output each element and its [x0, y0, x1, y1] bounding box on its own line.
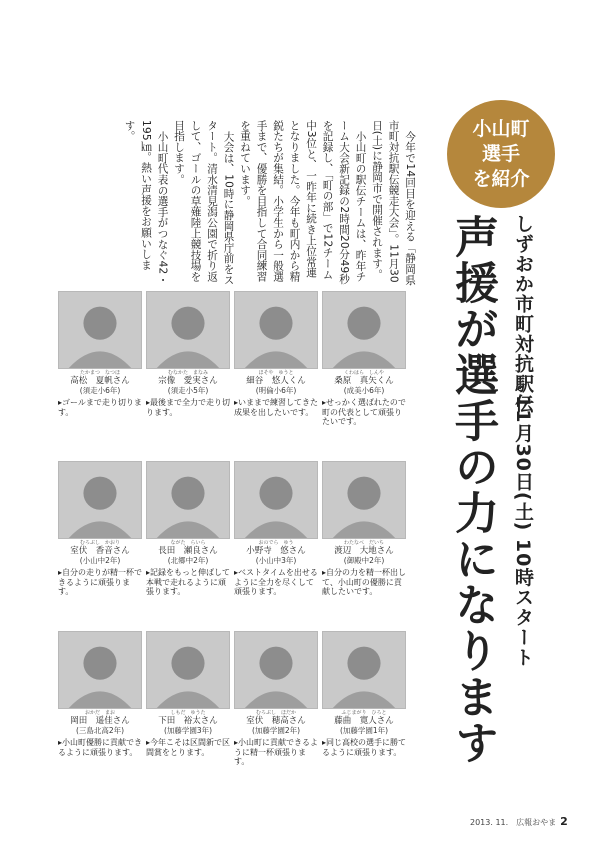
page-title: 声援が選手の力になります [447, 214, 498, 766]
runner-photo [146, 631, 230, 709]
runner-comment: ▸小山町に貢献できるように精一杯頑張ります。 [234, 738, 319, 766]
runner-card [146, 631, 230, 757]
name-ruby: くわはら しんや [343, 370, 384, 376]
runner-comment: ▸ベストタイムを出せるように全力を尽くして頑張ります。 [234, 568, 318, 596]
runner-name: 下田 裕太さん [158, 716, 218, 726]
runner-card [146, 291, 230, 417]
runner-comment: ▸いままで練習してきた成果を出したいです。 [234, 398, 319, 417]
page-footer [470, 815, 568, 828]
runner-comment: ▸今年こそは区間新で区間賞をとります。 [146, 738, 231, 757]
runner-photo [234, 631, 318, 709]
runner-card [234, 291, 318, 417]
runner-photo [146, 291, 230, 369]
runner-name: 宗像 愛実さん [158, 376, 218, 386]
runner-school: (三島北高2年) [75, 726, 125, 735]
runner-card [58, 291, 142, 417]
runner-comment: ▸ゴールまで走り切ります。 [58, 398, 142, 417]
runner-card [58, 461, 142, 597]
runner-name: 室伏 香音さん [70, 546, 130, 556]
runner-name: 岡田 遥佳さん [70, 716, 130, 726]
runner-school: (御殿中2年) [343, 556, 385, 565]
runner-school: (須走小5年) [167, 386, 209, 395]
badge-line-2: 選手 [481, 142, 520, 165]
intro-paragraph: 小山町代表の選手がつなぐ42・195㎞。熱い声援をお願いします。 [123, 120, 169, 285]
runner-school: (加藤学園3年) [163, 726, 213, 735]
intro-paragraph: 今年で14回目を迎える「静岡県市町対抗駅伝競走大会」。11月30日(土)に静岡市で開催されます。 [371, 120, 416, 285]
runner-photo [58, 291, 142, 369]
name-ruby: ほそや ゆうと [258, 370, 294, 376]
runner-comment: ▸記録をもっと伸ばして本戦で走れるように頑張ります。 [146, 568, 231, 596]
runner-comment: ▸自分の走りが精一杯できるように頑張ります。 [58, 568, 143, 596]
runner-card [234, 631, 318, 767]
name-ruby: むろぶし かおり [79, 540, 120, 546]
name-ruby: おかだ まお [84, 710, 115, 716]
runner-school: (加藤学園2年) [251, 726, 301, 735]
runner-photo [58, 631, 142, 709]
runner-card [234, 461, 318, 597]
runner-photo [58, 461, 142, 539]
runner-name: 高松 夏帆さん [70, 376, 130, 386]
runner-name: 室伏 穂高さん [246, 716, 306, 726]
runner-card [322, 631, 406, 757]
issue-label: 2013. 11. 広報おやま [470, 818, 557, 827]
name-ruby: むろぶし ほだか [255, 710, 296, 716]
name-ruby: たかまつ なつほ [79, 370, 120, 376]
intro-paragraph: 小山町の駅伝チームは、昨年チーム大会新記録の2時間20分49秒を記録し、「町の部」で12チーム中3位と、一昨年に続き上位常連となりました。今年も町内から精鋭たちが集結。小学生から一般選手まで、優勝を目指して合同練習を重ねています。 [239, 120, 367, 285]
runner-photo [322, 631, 406, 709]
runner-card [146, 461, 230, 597]
runner-school: (成美小6年) [343, 386, 385, 395]
runner-name: 藤曲 寛人さん [334, 716, 394, 726]
runner-school: (加藤学園1年) [339, 726, 389, 735]
runner-comment: ▸小山町優勝に貢献できるように頑張ります。 [58, 738, 143, 757]
runner-photo [146, 461, 230, 539]
name-ruby: ながた らいら [170, 540, 206, 546]
runner-comment: ▸せっかく選ばれたので町の代表として頑張りたいです。 [322, 398, 406, 426]
runner-card [322, 461, 406, 597]
runner-school: (北郷中2年) [167, 556, 209, 565]
runner-school: (小山中2年) [79, 556, 121, 565]
runner-photo [322, 291, 406, 369]
runner-school: (須走小6年) [79, 386, 121, 395]
name-ruby: おのでら ゆう [258, 540, 294, 546]
section-badge [447, 100, 555, 208]
name-ruby: むなかた まなみ [167, 370, 208, 376]
runner-comment: ▸同じ高校の選手に勝てるように頑張ります。 [322, 738, 407, 757]
runner-name: 細谷 悠人くん [246, 376, 306, 386]
runner-comment: ▸最後まで全力で走り切ります。 [146, 398, 231, 417]
event-subtitle: しずおか市町対抗駅伝 [512, 214, 534, 414]
runner-name: 渡辺 大地さん [334, 546, 394, 556]
runner-comment: ▸自分の力を精一杯出して、小山町の優勝に貢献したいです。 [322, 568, 407, 596]
badge-line-1: 小山町 [472, 117, 530, 140]
runner-photo [322, 461, 406, 539]
event-date: 11月30日(土) 10時スタート [512, 395, 534, 668]
runner-school: (明倫小6年) [255, 386, 297, 395]
runner-name: 小野寺 悠さん [246, 546, 306, 556]
runner-photo [234, 461, 318, 539]
runner-name: 桑原 真矢くん [334, 376, 394, 386]
name-ruby: しもだ ゆうた [170, 710, 206, 716]
runner-card [58, 631, 142, 757]
runner-card [322, 291, 406, 427]
intro-paragraph: 大会は、10時に静岡県庁前をスタート。清水清見潟公園で折り返して、ゴールの草薙陸上競技場を目指します。 [173, 120, 235, 285]
page-number: 2 [560, 815, 568, 828]
name-ruby: ふじまがり ひろと [341, 710, 387, 716]
runner-photo [234, 291, 318, 369]
runner-school: (小山中3年) [255, 556, 297, 565]
name-ruby: わたなべ だいち [343, 540, 384, 546]
intro-article [55, 120, 418, 288]
runner-name: 長田 瀬良さん [158, 546, 218, 556]
badge-line-3: を紹介 [472, 167, 530, 190]
